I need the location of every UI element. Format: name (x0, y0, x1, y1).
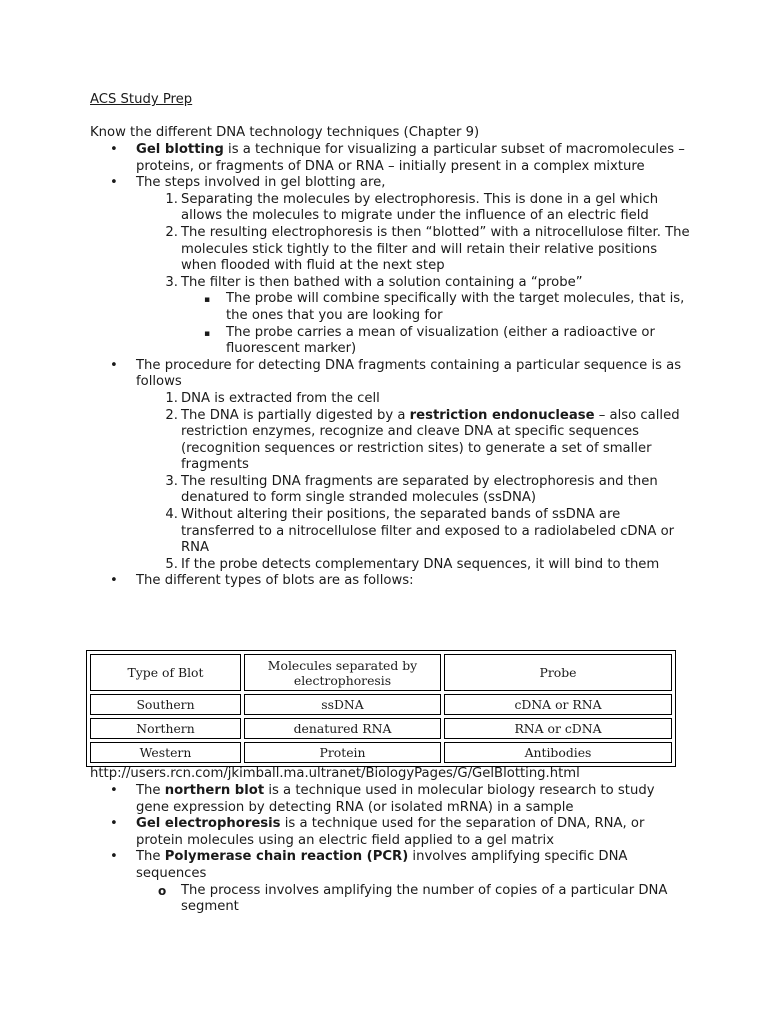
table-cell: Protein (244, 742, 441, 763)
table-cell: ssDNA (244, 694, 441, 715)
bullet-icon: • (110, 783, 118, 798)
table-cell: Southern (90, 694, 241, 715)
table-cell: Western (90, 742, 241, 763)
list-item (90, 849, 690, 882)
table-header-row (90, 654, 672, 691)
text-run: – also called restriction enzymes, recognize and cleave DNA at specific sequences (recognition sequences or restriction sites) to generate a set of smaller fragments (181, 407, 680, 473)
list-item (90, 291, 690, 324)
header-type-of-blot: Type of Blot (90, 654, 241, 691)
text-run: The (136, 849, 165, 865)
intro-line: Know the different DNA technology techniques (Chapter 9) (90, 125, 480, 140)
list-item (90, 883, 690, 916)
section-gel-blotting (90, 142, 690, 590)
list-item (90, 325, 690, 358)
text-run: is a technique used for the separation of DNA, RNA, or protein molecules using an electric field applied to a gel matrix (136, 816, 645, 848)
procedure-text: The resulting DNA fragments are separated by electrophoresis and then denatured to form single stranded molecules (ssDNA) (181, 473, 658, 506)
list-item (90, 573, 690, 590)
bullet-icon: • (110, 175, 118, 191)
list-number: 3. (165, 274, 178, 290)
definition-text: is a technique for visualizing a particular subset of macromolecules – proteins, or fragments of DNA or RNA – initially present in a complex mixture (136, 142, 685, 174)
header-probe: Probe (444, 654, 672, 691)
section-techniques (90, 783, 690, 916)
list-item (90, 142, 690, 175)
text-run: involves amplifying specific DNA sequences (136, 849, 628, 881)
source-url: http://users.rcn.com/jkimball.ma.ultranet/BiologyPages/G/GelBlotting.html (90, 766, 580, 781)
list-item (90, 275, 690, 292)
table-row (90, 742, 672, 763)
table-cell: denatured RNA (244, 718, 441, 739)
circle-bullet-icon: o (158, 883, 167, 898)
list-item (90, 175, 690, 192)
probe-point: The probe carries a mean of visualization (either a radioactive or fluorescent marker) (226, 324, 655, 357)
square-bullet-icon: ▪ (204, 328, 211, 339)
text-run: is a technique used in molecular biology research to study gene expression by detecting RNA (or isolated mRNA) in a sample (136, 783, 655, 815)
table-cell: cDNA or RNA (444, 694, 672, 715)
list-item (90, 816, 690, 849)
procedure-text: If the probe detects complementary DNA sequences, it will bind to them (181, 556, 660, 572)
list-number: 1. (165, 191, 178, 207)
list-number: 2. (165, 407, 178, 423)
list-item (90, 408, 690, 474)
list-item (90, 507, 690, 557)
term-northern-blot: northern blot (164, 783, 265, 798)
term-pcr: Polymerase chain reaction (PCR) (164, 849, 409, 865)
list-item (90, 358, 690, 391)
bullet-icon: • (110, 573, 118, 589)
table-cell: RNA or cDNA (444, 718, 672, 739)
list-number: 1. (165, 390, 178, 406)
list-item (90, 391, 690, 408)
table-cell: Antibodies (444, 742, 672, 763)
document-title: ACS Study Prep (90, 92, 193, 107)
bullet-icon: • (110, 849, 118, 865)
list-item (90, 192, 690, 225)
list-number: 3. (165, 473, 178, 489)
step-text: The filter is then bathed with a solution containing a “probe” (181, 274, 583, 290)
bullet-icon: • (110, 357, 118, 373)
steps-intro: The steps involved in gel blotting are, (136, 175, 386, 191)
step-text: Separating the molecules by electrophoresis. This is done in a gel which allows the molecules to migrate under the influence of an electric field (181, 191, 659, 224)
list-number: 5. (165, 556, 178, 572)
procedure-text: Without altering their positions, the separated bands of ssDNA are transferred to a nitrocellulose filter and exposed to a radiolabeled cDNA or RNA (181, 507, 675, 556)
procedure-text: DNA is extracted from the cell (181, 390, 380, 406)
header-molecules-separated: Molecules separated by electrophoresis (244, 654, 441, 691)
list-number: 2. (165, 224, 178, 240)
table-row (90, 718, 672, 739)
list-item (90, 225, 690, 275)
list-item (90, 557, 690, 574)
bullet-icon: • (110, 142, 118, 157)
table-cell: Northern (90, 718, 241, 739)
step-text: The resulting electrophoresis is then “blotted” with a nitrocellulose filter. The molecules stick tightly to the filter and will retain their relative positions when flooded with fluid at the next step (181, 224, 690, 274)
table-row (90, 694, 672, 715)
text-run: The DNA is partially digested by a (181, 407, 410, 423)
probe-point: The probe will combine specifically with the target molecules, that is, the ones that you are looking for (226, 291, 685, 323)
pcr-detail: The process involves amplifying the number of copies of a particular DNA segment (181, 882, 668, 915)
square-bullet-icon: ▪ (204, 295, 211, 306)
list-number: 4. (165, 507, 178, 523)
blot-types-table (86, 650, 676, 767)
term-gel-blotting: Gel blotting (136, 142, 224, 157)
procedure-text (136, 408, 690, 474)
term-restriction-endonuclease: restriction endonuclease (409, 407, 595, 423)
list-item (90, 474, 690, 507)
term-gel-electrophoresis: Gel electrophoresis (136, 816, 281, 832)
bullet-icon: • (110, 816, 118, 832)
blots-intro: The different types of blots are as follows: (136, 573, 414, 589)
procedure-intro: The procedure for detecting DNA fragments containing a particular sequence is as follows (136, 357, 682, 390)
list-item (90, 783, 690, 816)
text-run: The (136, 783, 165, 798)
